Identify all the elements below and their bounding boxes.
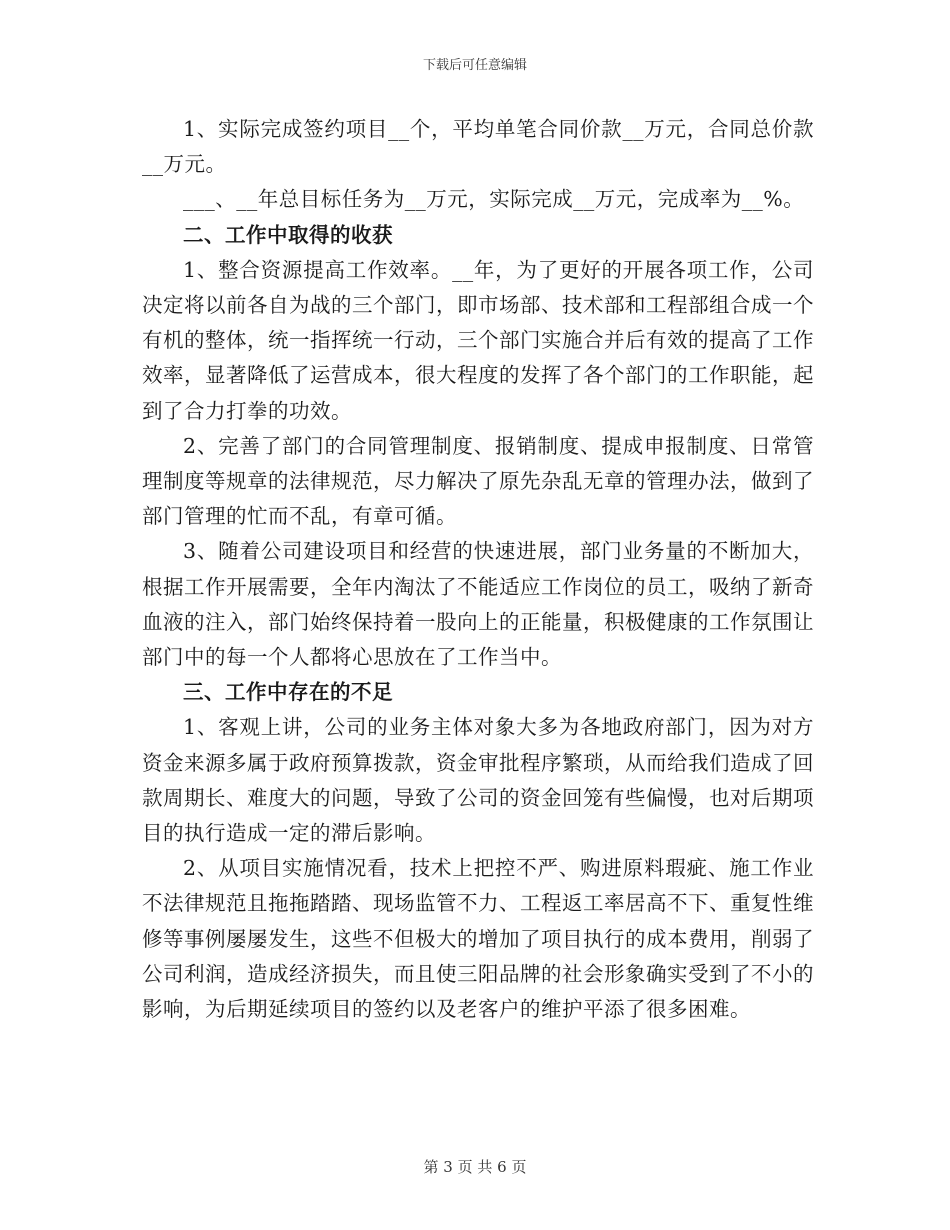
paragraph-gain-1: 1、整合资源提高工作效率。__年，为了更好的开展各项工作，公司决定将以前各自为战的三个部门，即市场部、技术部和工程部组合成一个有机的整体，统一指挥统一行动，三个部门实施合并后有效的提高了工作效率，显著降低了运营成本，很大程度的发挥了各个部门的工作职能，起到了合力打拳的功效。 xyxy=(142,257,814,423)
paragraph-shortcoming-2: 2、从项目实施情况看，技术上把控不严、购进原料瑕疵、施工作业不法律规范且拖拖踏踏、现场监管不力、工程返工率居高不下、重复性维修等事例屡屡发生，这些不但极大的增加了项目执行的成本费用，削弱了公司利润，造成经济损失，而且使三阳品牌的社会形象确实受到了不小的影响，为后期延续项目的签约以及老客户的维护平添了很多困难。 xyxy=(142,856,814,1022)
paragraph-contract-count: 1、实际完成签约项目__个，平均单笔合同价款__万元，合同总价款__万元。 xyxy=(142,117,814,177)
paragraph-gain-2: 2、完善了部门的合同管理制度、报销制度、提成申报制度、日常管理制度等规章的法律规范，尽力解决了原先杂乱无章的管理办法，做到了部门管理的忙而不乱，有章可循。 xyxy=(142,433,814,529)
paragraph-shortcoming-1: 1、客观上讲，公司的业务主体对象大多为各地政府部门，因为对方资金来源多属于政府预算拨款，资金审批程序繁琐，从而给我们造成了回款周期长、难度大的问题，导致了公司的资金回笼有些偏慢，也对后期项目的执行造成一定的滞后影响。 xyxy=(142,715,814,846)
paragraph-gain-3: 3、随着公司建设项目和经营的快速进展，部门业务量的不断加大，根据工作开展需要，全年内淘汰了不能适应工作岗位的员工，吸纳了新奇血液的注入，部门始终保持着一股向上的正能量，积极健康的工作氛围让部门中的每一个人都将心思放在了工作当中。 xyxy=(142,539,814,670)
page-header: 下载后可任意编辑 xyxy=(422,58,527,73)
paragraph-annual-target: ___、__年总目标任务为__万元，实际完成__万元，完成率为__%。 xyxy=(183,187,805,212)
section-heading-shortcomings: 三、工作中存在的不足 xyxy=(183,680,393,705)
document-body xyxy=(142,112,814,1027)
section-heading-gains: 二、工作中取得的收获 xyxy=(183,222,393,247)
page-footer: 第 3 页 共 6 页 xyxy=(423,1158,527,1176)
